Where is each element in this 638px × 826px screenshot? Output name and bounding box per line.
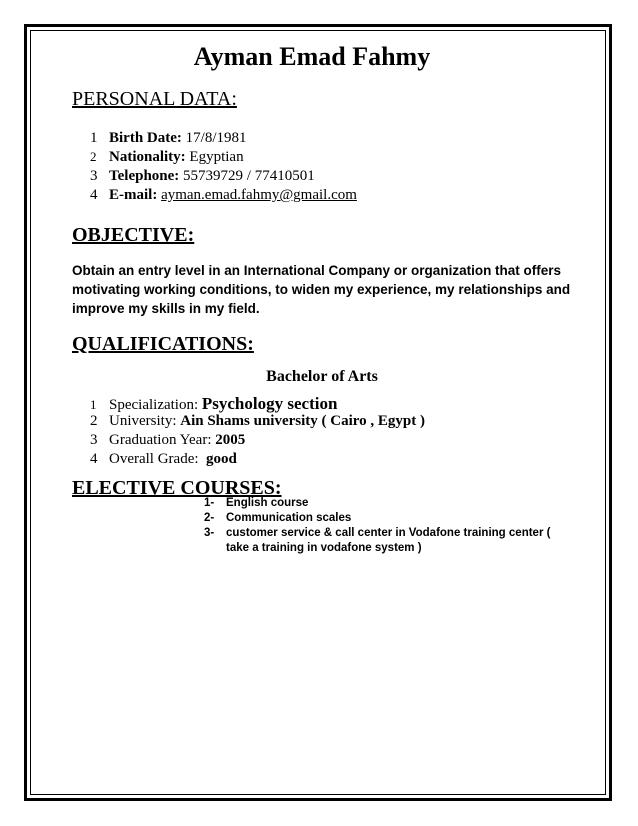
qualifications-list [90, 394, 425, 470]
nationality-label: Nationality: [109, 149, 186, 165]
nationality-value: Egyptian [189, 149, 244, 165]
elective-courses-heading: ELECTIVE COURSES: [72, 477, 282, 499]
item-number: 3 [90, 168, 98, 184]
email-label: E-mail: [109, 187, 158, 203]
telephone-label: Telephone: [109, 168, 180, 184]
overall-grade-value: good [206, 451, 237, 467]
personal-item-birth-date [90, 130, 357, 149]
personal-data-list [90, 130, 357, 206]
course-number: 3- [204, 527, 215, 539]
course-item [204, 511, 576, 526]
item-number: 4 [90, 187, 98, 203]
item-number: 4 [90, 451, 98, 467]
graduation-year-value: 2005 [215, 432, 246, 448]
elective-courses-list [204, 496, 576, 556]
item-number: 3 [90, 432, 98, 448]
personal-data-heading: PERSONAL DATA: [72, 88, 237, 110]
item-number: 1 [90, 397, 97, 412]
item-number: 1 [90, 130, 98, 146]
graduation-year-label: Graduation Year: [109, 432, 212, 448]
specialization-value: Psychology section [201, 394, 338, 413]
course-number: 2- [204, 512, 215, 524]
personal-item-email [90, 187, 357, 206]
objective-heading: OBJECTIVE: [72, 224, 195, 246]
telephone-value: 55739729 / 77410501 [183, 168, 315, 184]
degree-title: Bachelor of Arts [266, 368, 378, 385]
birth-date-label: Birth Date: [109, 130, 182, 146]
university-label: University: [109, 413, 177, 429]
course-text: Communication scales [226, 512, 352, 524]
resume-name: Ayman Emad Fahmy [193, 42, 431, 71]
item-number: 2 [90, 149, 97, 164]
university-value: Ain Shams university ( Cairo , Egypt ) [180, 413, 425, 429]
qualification-item-graduation-year [90, 432, 425, 451]
qualifications-heading: QUALIFICATIONS: [72, 333, 254, 355]
overall-grade-label: Overall Grade: [109, 451, 199, 467]
birth-date-value: 17/8/1981 [185, 130, 247, 146]
course-number: 1- [204, 497, 215, 509]
course-text: English course [226, 497, 309, 509]
objective-text: Obtain an entry level in an International Company or organization that offers motivating working conditions, to widen my experience, my relationships and improve my skills in my field. [72, 263, 571, 316]
qualification-item-university [90, 413, 425, 432]
course-item [204, 526, 576, 556]
email-link[interactable]: ayman.emad.fahmy@gmail.com [161, 187, 357, 203]
personal-item-telephone [90, 168, 357, 187]
personal-item-nationality [90, 149, 357, 168]
course-item [204, 496, 576, 511]
item-number: 2 [90, 413, 98, 429]
qualification-item-specialization [90, 394, 425, 413]
course-text: customer service & call center in Vodafone training center ( take a training in vodafone system ) [226, 527, 551, 554]
qualification-item-overall-grade [90, 451, 425, 470]
specialization-label: Specialization: [109, 397, 199, 413]
